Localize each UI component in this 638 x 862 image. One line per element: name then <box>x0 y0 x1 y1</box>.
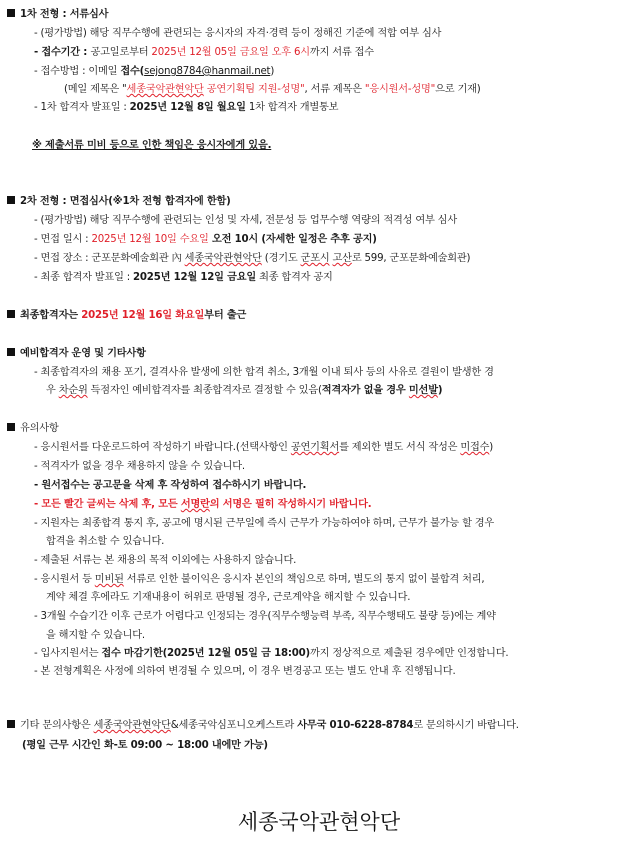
square-bullet-icon <box>7 310 15 318</box>
s5-note-7-cont: 계약 체결 후에라도 기재내용이 허위로 판명될 경우, 근로계약을 해지할 수 있습니다. <box>46 592 411 603</box>
s2-interview-location: - 면접 장소 : 군포문화예술회관 內 세종국악관현악단 (경기도 군포시 고산로 599, 군포문화예술회관) <box>34 253 471 264</box>
s1-first-result-date: - 1차 합격자 발표일 : 2025년 12월 8일 월요일 1차 합격자 개별통보 <box>34 102 339 113</box>
s4-reserve-text-line1: - 최종합격자의 채용 포기, 결격사유 발생에 의한 합격 취소, 3개월 이내 퇴사 등의 사유로 결원이 발생한 경 <box>34 367 494 378</box>
s1-application-method: - 접수방법 : 이메일 접수(sejong8784@hanmail.net) <box>34 66 275 77</box>
s1-application-period: - 접수기간 : 공고일로부터 2025년 12월 05일 금요일 오후 6시까지 서류 접수 <box>34 47 374 58</box>
square-bullet-icon <box>7 423 15 431</box>
s1-mail-subject-note: (메일 제목은 "세종국악관현악단 공연기획팀 지원-성명", 서류 제목은 "응시원서-성명"으로 기재) <box>64 84 481 95</box>
s5-note-9: - 입사지원서는 접수 마감기한(2025년 12월 05일 금 18:00)까지 정상적으로 제출된 경우에만 인정합니다. <box>34 648 509 659</box>
s5-note-1: - 응시원서를 다운로드하여 작성하기 바랍니다.(선택사항인 공연기획서를 제외한 별도 서식 작성은 미접수) <box>34 442 494 453</box>
s5-note-5-cont: 합격을 취소할 수 있습니다. <box>46 536 165 547</box>
section-2-title: 2차 전형 : 면접심사(※1차 전형 합격자에 한함) <box>20 196 231 207</box>
s5-note-4: - 모든 빨간 글씨는 삭제 후, 모든 서명란의 서명은 필히 작성하시기 바랍니다. <box>34 499 372 510</box>
square-bullet-icon <box>7 9 15 17</box>
section-5-title: 유의사항 <box>20 423 59 434</box>
section-3-heading: 최종합격자는 2025년 12월 16일 화요일부터 출근 <box>7 306 246 321</box>
square-bullet-icon <box>7 720 15 728</box>
section-1-heading <box>7 5 108 20</box>
section-5-heading <box>7 419 59 434</box>
section-1-title: 1차 전형 : 서류심사 <box>20 9 109 20</box>
s1-evaluation-method: - (평가방법) 해당 직무수행에 관련되는 응시자의 자격·경력 등이 정해진 기준에 적합 여부 심사 <box>34 28 442 39</box>
s5-note-5: - 지원자는 최종합격 통지 후, 공고에 명시된 근무일에 즉시 근무가 가능하여야 하며, 근무가 불가능 할 경우 <box>34 518 495 529</box>
square-bullet-icon <box>7 196 15 204</box>
s6-contact-hours: (평일 근무 시간인 화-토 09:00 ~ 18:00 내에만 가능) <box>22 740 268 751</box>
email-link[interactable]: sejong8784@hanmail.net <box>144 66 271 77</box>
s2-interview-datetime: - 면접 일시 : 2025년 12월 10일 수요일 오전 10시 (자세한 일정은 추후 공지) <box>34 234 377 245</box>
footer-organization-name: 세종국악관현악단 <box>237 810 401 834</box>
s4-reserve-text-line2: 우 차순위 득점자인 예비합격자를 최종합격자로 결정할 수 있음(적격자가 없을 경우 미선발) <box>46 385 443 396</box>
section-6-contact: 기타 문의사항은 세종국악관현악단&세종국악심포니오케스트라 사무국 010-6228-8784로 문의하시기 바랍니다. <box>7 716 519 731</box>
section-2-heading <box>7 192 231 207</box>
s2-evaluation-method: - (평가방법) 해당 직무수행에 관련되는 인성 및 자세, 전문성 등 업무수행 역량의 적격성 여부 심사 <box>34 215 457 226</box>
square-bullet-icon <box>7 348 15 356</box>
s1-responsibility-note: ※ 제출서류 미비 등으로 인한 책임은 응시자에게 있음. <box>32 140 272 151</box>
section-4-title: 예비합격자 운영 및 기타사항 <box>20 348 146 359</box>
section-4-heading <box>7 344 146 359</box>
s5-note-8: - 3개월 수습기간 이후 근로가 어렵다고 인정되는 경우(직무수행능력 부족, 직무수행태도 불량 등)에는 계약 <box>34 611 496 622</box>
s5-note-2: - 적격자가 없을 경우 채용하지 않을 수 있습니다. <box>34 461 245 472</box>
s5-note-10: - 본 전형계획은 사정에 의하여 변경될 수 있으며, 이 경우 변경공고 또는 별도 안내 후 진행됩니다. <box>34 666 456 677</box>
s5-note-3: - 원서접수는 공고문을 삭제 후 작성하여 접수하시기 바랍니다. <box>34 480 307 491</box>
s2-final-result-date: - 최종 합격자 발표일 : 2025년 12월 12일 금요일 최종 합격자 공지 <box>34 272 333 283</box>
s5-note-7: - 응시원서 등 미비된 서류로 인한 불이익은 응시자 본인의 책임으로 하며, 별도의 통지 없이 불합격 처리, <box>34 574 485 585</box>
s5-note-8-cont: 을 해지할 수 있습니다. <box>46 630 145 641</box>
s5-note-6: - 제출된 서류는 본 채용의 목적 이외에는 사용하지 않습니다. <box>34 555 297 566</box>
